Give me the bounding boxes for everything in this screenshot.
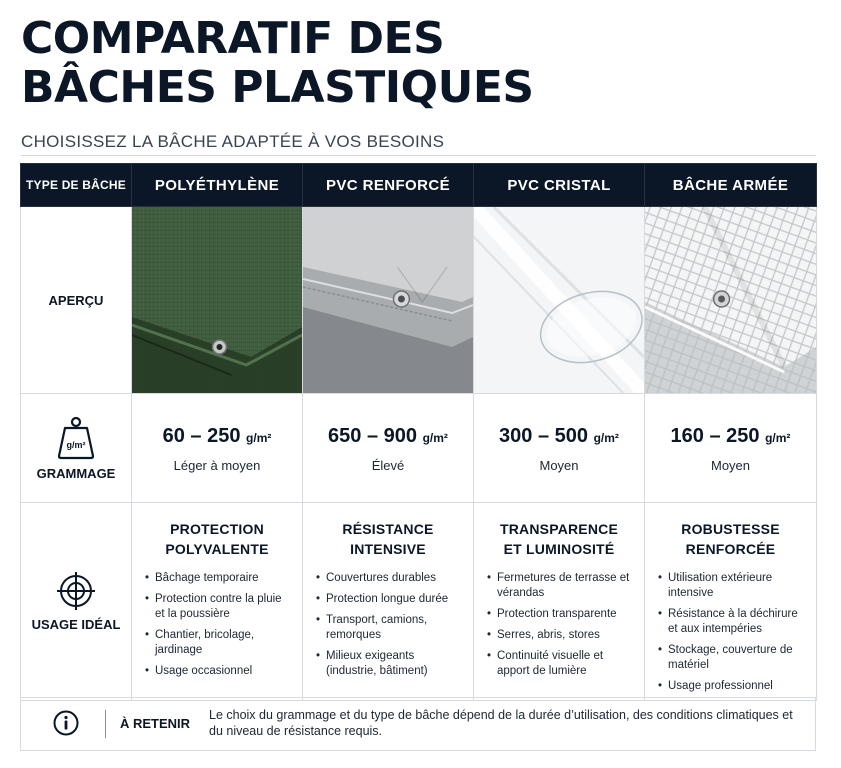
preview-cell-bache-armee (645, 207, 817, 394)
usage-cell-pvc-cristal (474, 503, 645, 701)
list-item: • Stockage, couverture de matériel (668, 643, 808, 673)
row-label-weight-cell (21, 394, 132, 503)
usage-row (21, 503, 817, 701)
tarp-bache-armee-image (645, 207, 816, 393)
weight-label-group (21, 416, 131, 481)
list-item: • Transport, camions, remorques (326, 613, 465, 643)
target-icon (56, 571, 96, 611)
preview-cell-polyethylene (132, 207, 303, 394)
row-label-preview: APERÇU (21, 207, 132, 394)
usage-title (645, 519, 816, 559)
weight-cell-polyethylene (132, 394, 303, 503)
weight-unit: g/m² (593, 431, 619, 445)
weight-cell-bache-armee (645, 394, 817, 503)
weight-value (474, 425, 644, 448)
weight-desc: Élevé (371, 458, 405, 473)
page-title (21, 14, 534, 112)
usage-list (303, 571, 473, 679)
usage-title-line-2: RENFORCÉE (685, 541, 776, 557)
weight-unit: g/m² (422, 431, 448, 445)
list-item: • Chantier, bricolage, jardinage (155, 628, 294, 658)
column-header-pvc-cristal: PVC CRISTAL (474, 164, 645, 207)
usage-title-line-2: INTENSIVE (350, 541, 426, 557)
weight-value (303, 425, 473, 448)
usage-title-line-1: RÉSISTANCE (342, 521, 434, 537)
list-item: • Protection contre la pluie et la poussière (155, 592, 294, 622)
list-item: • Résistance à la déchirure et aux intempéries (668, 607, 808, 637)
weight-value (645, 425, 816, 448)
usage-label-group (21, 571, 131, 632)
usage-title-line-2: POLYVALENTE (165, 541, 269, 557)
note-title: À RETENIR (120, 716, 191, 731)
list-item: • Fermetures de terrasse et vérandas (497, 571, 636, 601)
title-line-1: COMPARATIF DES (21, 13, 445, 64)
corner-label: TYPE DE BÂCHE (21, 164, 132, 207)
row-label-usage-cell (21, 503, 132, 701)
row-label-weight: GRAMMAGE (36, 465, 116, 481)
weight-row (21, 394, 817, 503)
usage-cell-polyethylene (132, 503, 303, 701)
list-item: • Continuité visuelle et apport de lumière (497, 649, 636, 679)
usage-title (474, 519, 644, 559)
preview-cell-pvc-renforce (303, 207, 474, 394)
usage-list (474, 571, 644, 679)
usage-title-line-1: PROTECTION (170, 521, 264, 537)
weight-range: 160 – 250 (670, 425, 760, 447)
page-subtitle: CHOISISSEZ LA BÂCHE ADAPTÉE À VOS BESOINS (21, 132, 445, 151)
usage-title-line-1: TRANSPARENCE (499, 521, 619, 537)
weight-range: 300 – 500 (499, 425, 589, 447)
weight-range: 60 – 250 (162, 425, 241, 447)
usage-title (303, 519, 473, 559)
weight-value (132, 425, 302, 448)
list-item: • Serres, abris, stores (497, 628, 636, 643)
weight-unit: g/m² (246, 431, 272, 445)
usage-title-line-2: ET LUMINOSITÉ (503, 541, 615, 557)
column-header-polyethylene: POLYÉTHYLÈNE (132, 164, 303, 207)
list-item: • Milieux exigeants (industrie, bâtiment) (326, 649, 465, 679)
list-item: • Usage occasionnel (155, 664, 294, 679)
column-header-pvc-renforce: PVC RENFORCÉ (303, 164, 474, 207)
column-header-bache-armee: BÂCHE ARMÉE (645, 164, 817, 207)
list-item: • Protection longue durée (326, 592, 465, 607)
weight-cell-pvc-renforce (303, 394, 474, 503)
weight-desc: Moyen (710, 458, 751, 473)
usage-title-line-1: ROBUSTESSE (681, 521, 780, 537)
usage-cell-pvc-renforce (303, 503, 474, 701)
note-text: Le choix du grammage et du type de bâche dépend de la durée d’utilisation, des conditions climatiques et du niveau de résistance requis. (209, 708, 793, 738)
list-item: • Usage professionnel (668, 679, 808, 694)
note-divider (105, 710, 106, 738)
list-item: • Utilisation extérieure intensive (668, 571, 808, 601)
weight-icon-text: g/m² (66, 439, 86, 450)
weight-desc: Moyen (539, 458, 579, 473)
usage-list (645, 571, 816, 694)
info-icon (53, 710, 79, 736)
tarp-polyethylene-image (132, 207, 302, 393)
row-label-usage: USAGE IDÉAL (31, 617, 121, 632)
tarp-pvc-cristal-image (474, 207, 644, 393)
list-item: • Bâchage temporaire (155, 571, 294, 586)
list-item: • Protection transparente (497, 607, 636, 622)
usage-cell-bache-armee (645, 503, 817, 701)
weight-desc: Léger à moyen (173, 458, 261, 473)
usage-list (132, 571, 302, 679)
key-takeaway-box (20, 697, 816, 751)
weight-range: 650 – 900 (328, 425, 418, 447)
preview-cell-pvc-cristal (474, 207, 645, 394)
tarp-pvc-renforce-image (303, 207, 473, 393)
preview-row (21, 207, 817, 394)
list-item: • Couvertures durables (326, 571, 465, 586)
weight-cell-pvc-cristal (474, 394, 645, 503)
weight-unit: g/m² (765, 431, 791, 445)
comparison-table (20, 163, 817, 701)
title-line-2: BÂCHES PLASTIQUES (21, 62, 534, 113)
usage-title (132, 519, 302, 559)
weight-icon (56, 416, 96, 460)
title-divider (21, 155, 816, 156)
header-row (21, 164, 817, 207)
